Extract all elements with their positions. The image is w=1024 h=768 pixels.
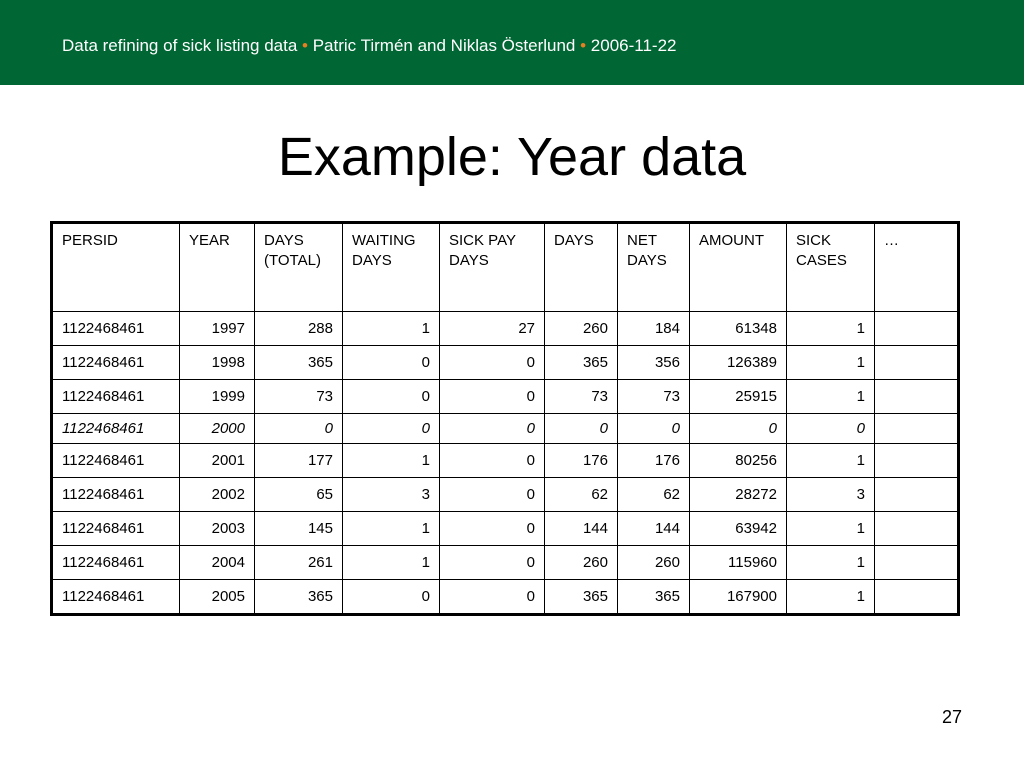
header-bullet: •	[580, 36, 587, 55]
table-cell: 1	[787, 546, 875, 580]
table-cell: 0	[440, 380, 545, 414]
table-cell: 261	[255, 546, 343, 580]
table-cell	[875, 546, 959, 580]
table-cell: 0	[787, 414, 875, 444]
table-cell: 260	[618, 546, 690, 580]
table-row	[52, 444, 959, 478]
header-bullet: •	[302, 36, 308, 55]
table-cell: 62	[545, 478, 618, 512]
table-cell: 356	[618, 346, 690, 380]
table-cell: 0	[690, 414, 787, 444]
table-cell: 3	[787, 478, 875, 512]
table-cell: 0	[440, 580, 545, 615]
table-cell: 0	[255, 414, 343, 444]
table-cell: 1997	[180, 312, 255, 346]
table-cell: 2001	[180, 444, 255, 478]
table-cell: 2000	[180, 414, 255, 444]
table-header-row	[52, 223, 959, 312]
table-cell: 365	[618, 580, 690, 615]
table-cell: 1	[343, 512, 440, 546]
table-cell: 0	[440, 444, 545, 478]
table-cell: 2003	[180, 512, 255, 546]
column-header: AMOUNT	[690, 223, 787, 312]
table-cell: 0	[440, 414, 545, 444]
table-cell	[875, 380, 959, 414]
table-cell: 61348	[690, 312, 787, 346]
table-cell: 1	[787, 580, 875, 615]
table-cell: 1122468461	[52, 546, 180, 580]
table-cell	[875, 346, 959, 380]
header-date: 2006-11-22	[590, 36, 677, 55]
table-cell: 2002	[180, 478, 255, 512]
table-row	[52, 478, 959, 512]
table-cell: 73	[618, 380, 690, 414]
table-cell: 1	[343, 312, 440, 346]
table-cell	[875, 444, 959, 478]
table-cell: 126389	[690, 346, 787, 380]
table-cell: 0	[618, 414, 690, 444]
table-cell	[875, 512, 959, 546]
table-cell: 115960	[690, 546, 787, 580]
column-header: PERSID	[52, 223, 180, 312]
table-cell: 1	[787, 512, 875, 546]
table-cell: 260	[545, 312, 618, 346]
table-cell: 1	[787, 444, 875, 478]
header-authors: Patric Tirmén and Niklas Österlund	[312, 36, 576, 55]
table-cell	[875, 312, 959, 346]
column-header: YEAR	[180, 223, 255, 312]
table-cell	[875, 580, 959, 615]
table-cell: 1122468461	[52, 444, 180, 478]
table-cell	[875, 414, 959, 444]
table-cell: 1	[787, 312, 875, 346]
column-header: SICK CASES	[787, 223, 875, 312]
table-cell: 0	[440, 346, 545, 380]
table-cell: 177	[255, 444, 343, 478]
column-header: WAITING DAYS	[343, 223, 440, 312]
table-row	[52, 580, 959, 615]
column-header: NET DAYS	[618, 223, 690, 312]
table-cell: 73	[255, 380, 343, 414]
table-cell: 0	[343, 380, 440, 414]
table-cell: 144	[545, 512, 618, 546]
table-cell: 63942	[690, 512, 787, 546]
slide-header-bar	[0, 0, 1024, 85]
table-cell: 1122468461	[52, 580, 180, 615]
table-cell: 62	[618, 478, 690, 512]
table-cell: 0	[343, 346, 440, 380]
header-topic: Data refining of sick listing data	[62, 36, 298, 55]
table-cell: 80256	[690, 444, 787, 478]
column-header: SICK PAY DAYS	[440, 223, 545, 312]
table-cell: 1	[787, 346, 875, 380]
column-header: DAYS (TOTAL)	[255, 223, 343, 312]
column-header: DAYS	[545, 223, 618, 312]
table-cell: 288	[255, 312, 343, 346]
table-cell: 0	[440, 546, 545, 580]
table-cell: 1122468461	[52, 414, 180, 444]
table-row	[52, 380, 959, 414]
table-cell: 0	[440, 478, 545, 512]
table-cell: 0	[343, 414, 440, 444]
table-cell: 1122468461	[52, 512, 180, 546]
table-cell: 1	[787, 380, 875, 414]
table-cell: 176	[618, 444, 690, 478]
table-cell: 73	[545, 380, 618, 414]
table-cell: 3	[343, 478, 440, 512]
table-cell: 1998	[180, 346, 255, 380]
table-body	[52, 312, 959, 615]
table-cell: 365	[255, 346, 343, 380]
table-cell: 145	[255, 512, 343, 546]
table-cell: 25915	[690, 380, 787, 414]
table-cell: 2004	[180, 546, 255, 580]
table-row	[52, 346, 959, 380]
table-cell: 1122468461	[52, 478, 180, 512]
table-cell: 365	[545, 580, 618, 615]
table-cell: 0	[343, 580, 440, 615]
column-header: …	[875, 223, 959, 312]
table-cell: 1122468461	[52, 312, 180, 346]
table-cell	[875, 478, 959, 512]
page-number: 27	[941, 707, 962, 727]
table-cell: 1	[343, 444, 440, 478]
table-cell: 65	[255, 478, 343, 512]
table-cell: 144	[618, 512, 690, 546]
table-cell: 176	[545, 444, 618, 478]
table-cell: 2005	[180, 580, 255, 615]
table-cell: 1122468461	[52, 346, 180, 380]
header-text	[62, 36, 677, 56]
table-cell: 260	[545, 546, 618, 580]
table-cell: 167900	[690, 580, 787, 615]
slide-title: Example: Year data	[277, 127, 747, 187]
table-cell: 1	[343, 546, 440, 580]
table-row	[52, 512, 959, 546]
table-row	[52, 414, 959, 444]
table-cell: 1122468461	[52, 380, 180, 414]
table-row	[52, 312, 959, 346]
table-cell: 0	[545, 414, 618, 444]
table-cell: 27	[440, 312, 545, 346]
table-cell: 1999	[180, 380, 255, 414]
table-cell: 365	[255, 580, 343, 615]
table-cell: 365	[545, 346, 618, 380]
year-data-table	[50, 221, 960, 616]
table-cell: 0	[440, 512, 545, 546]
table-cell: 28272	[690, 478, 787, 512]
table-cell: 184	[618, 312, 690, 346]
table-row	[52, 546, 959, 580]
